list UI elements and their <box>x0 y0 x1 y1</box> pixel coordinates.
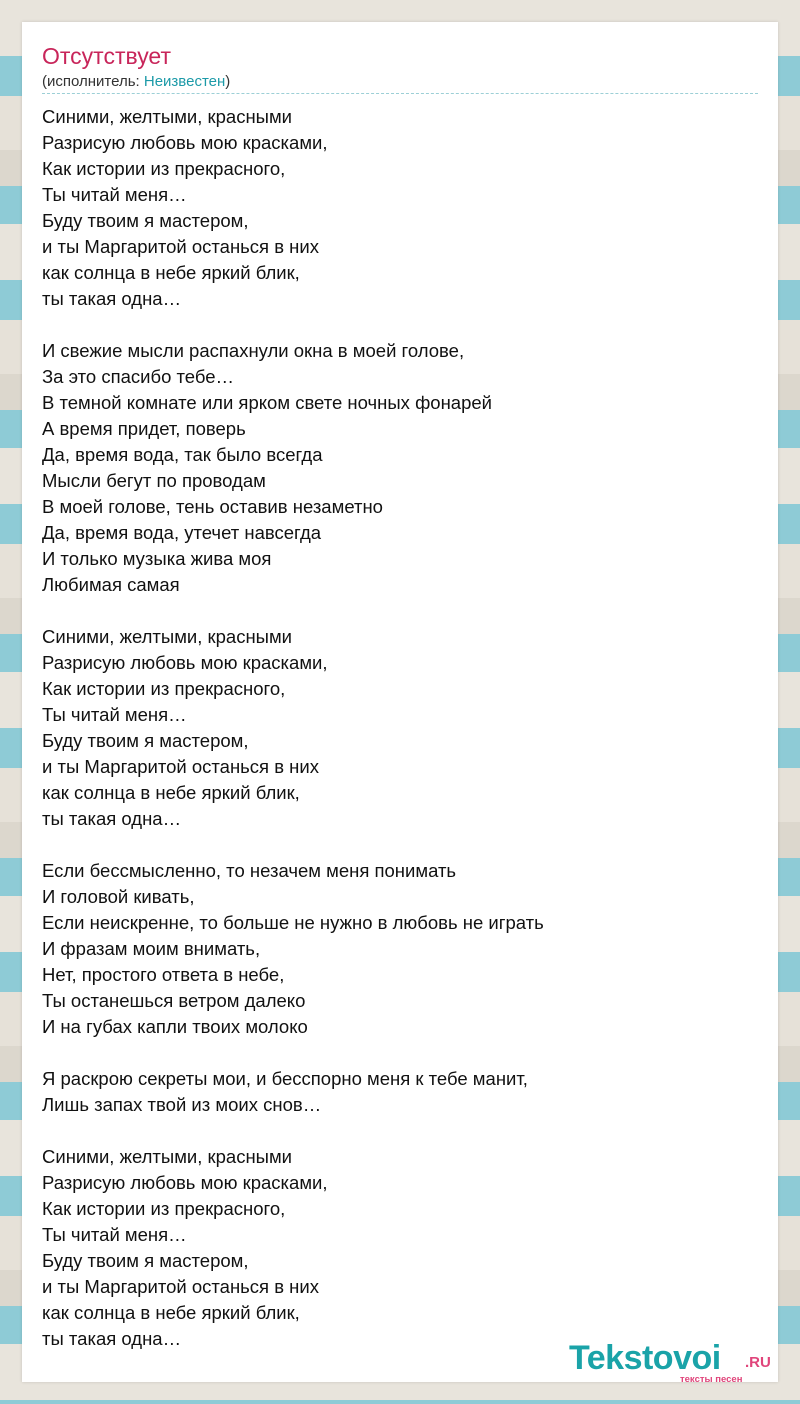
lyric-line: А время придет, поверь <box>42 418 246 439</box>
lyric-line: как солнца в небе яркий блик, <box>42 262 300 283</box>
lyric-line: В темной комнате или ярком свете ночных фонарей <box>42 392 492 413</box>
lyric-line: И свежие мысли распахнули окна в моей голове, <box>42 340 465 361</box>
lyric-line: Буду твоим я мастером, <box>42 1250 249 1271</box>
lyric-line: Да, время вода, утечет навсегда <box>42 522 322 543</box>
lyric-line: И фразам моим внимать, <box>42 938 261 959</box>
lyric-line: Нет, простого ответа в небе, <box>42 964 285 985</box>
lyric-line: Синими, желтыми, красными <box>42 106 293 127</box>
lyric-line: Да, время вода, так было всегда <box>42 444 323 465</box>
lyrics-stanza <box>42 338 758 598</box>
lyric-line: и ты Маргаритой останься в них <box>42 236 319 257</box>
lyric-line: Лишь запах твой из моих снов… <box>42 1094 322 1115</box>
lyric-line: За это спасибо тебе… <box>42 366 235 387</box>
lyric-line: И только музыка жива моя <box>42 548 272 569</box>
lyric-line: Если бессмысленно, то незачем меня понимать <box>42 860 457 881</box>
performer-line <box>42 73 230 91</box>
lyrics-stanza <box>42 858 758 1040</box>
lyric-line: Буду твоим я мастером, <box>42 730 249 751</box>
lyric-line: Синими, желтыми, красными <box>42 626 293 647</box>
lyric-line: как солнца в небе яркий блик, <box>42 1302 300 1323</box>
lyric-line: Синими, желтыми, красными <box>42 1146 293 1167</box>
lyric-line: и ты Маргаритой останься в них <box>42 756 319 777</box>
lyric-line: Буду твоим я мастером, <box>42 210 249 231</box>
lyrics-stanza <box>42 1144 758 1352</box>
performer-prefix: (исполнитель: <box>42 73 144 90</box>
lyrics-stanza <box>42 104 758 312</box>
lyric-line: Разрисую любовь мою красками, <box>42 652 328 673</box>
lyric-line: Разрисую любовь мою красками, <box>42 1172 328 1193</box>
lyric-line: Как истории из прекрасного, <box>42 1198 286 1219</box>
lyric-line: Мысли бегут по проводам <box>42 470 266 491</box>
lyrics-card <box>22 22 778 1385</box>
lyric-line: Любимая самая <box>42 574 180 595</box>
lyrics-stanza <box>42 624 758 832</box>
lyrics-stanza <box>42 1066 758 1118</box>
site-logo[interactable] <box>569 1340 789 1384</box>
lyric-line: Если неискренне, то больше не нужно в любовь не играть <box>42 912 544 933</box>
lyric-line: Ты читай меня… <box>42 184 187 205</box>
logo-tld: .RU <box>745 1354 771 1371</box>
lyric-line: ты такая одна… <box>42 1328 182 1349</box>
lyric-line: И головой кивать, <box>42 886 195 907</box>
header-divider <box>42 93 758 94</box>
lyric-line: ты такая одна… <box>42 288 182 309</box>
lyric-line: Как истории из прекрасного, <box>42 158 286 179</box>
lyric-line: Я раскрою секреты мои, и бесспорно меня к тебе манит, <box>42 1068 528 1089</box>
lyric-line: Ты останешься ветром далеко <box>42 990 306 1011</box>
logo-tagline: тексты песен <box>680 1374 743 1385</box>
performer-link[interactable]: Неизвестен <box>143 73 226 90</box>
lyric-line: как солнца в небе яркий блик, <box>42 782 300 803</box>
lyrics-body <box>42 104 758 1378</box>
lyric-line: Ты читай меня… <box>42 1224 187 1245</box>
lyric-line: В моей голове, тень оставив незаметно <box>42 496 383 517</box>
lyric-line: и ты Маргаритой останься в них <box>42 1276 319 1297</box>
logo-name: Tekstovoi <box>569 1339 721 1377</box>
lyric-line: ты такая одна… <box>42 808 182 829</box>
performer-suffix: ) <box>225 73 231 90</box>
lyric-line: Как истории из прекрасного, <box>42 678 286 699</box>
lyric-line: И на губах капли твоих молоко <box>42 1016 308 1037</box>
song-title: Отсутствует <box>42 43 171 69</box>
lyric-line: Разрисую любовь мою красками, <box>42 132 328 153</box>
lyric-line: Ты читай меня… <box>42 704 187 725</box>
